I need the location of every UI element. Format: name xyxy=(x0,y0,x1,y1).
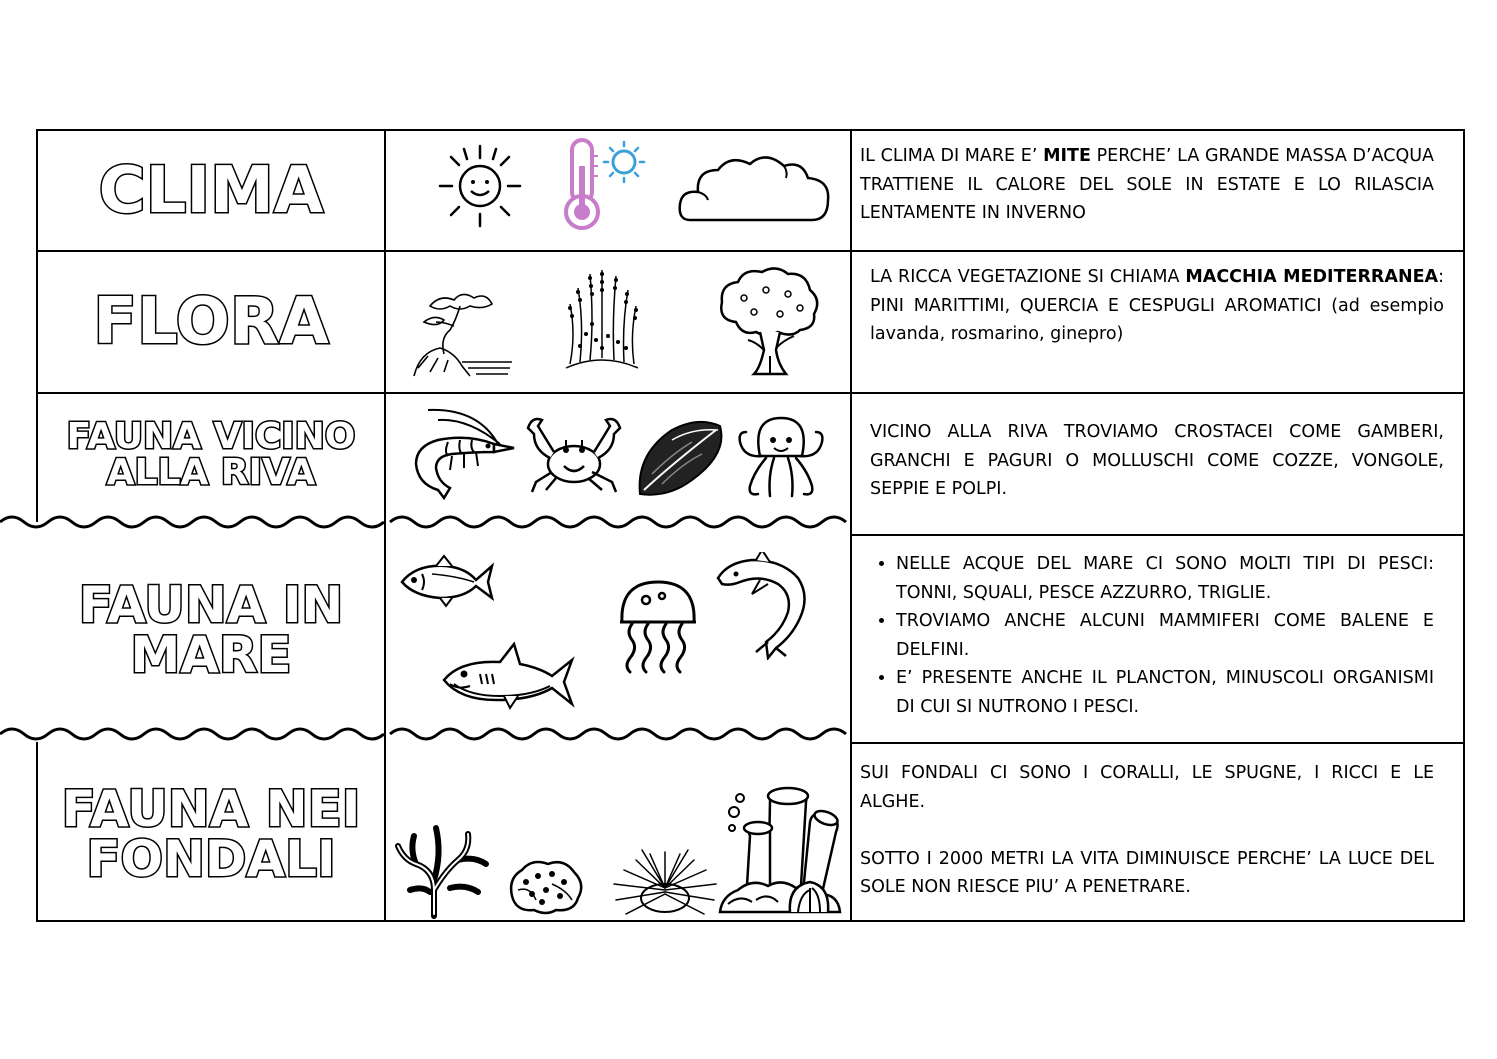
desc-flora-a: LA RICCA VEGETAZIONE SI CHIAMA xyxy=(870,267,1186,287)
wave-divider-upper xyxy=(0,510,852,534)
thermometer-icon xyxy=(560,136,648,232)
crab-icon xyxy=(524,412,624,498)
shrimp-icon xyxy=(408,404,518,500)
mussel-icon xyxy=(632,414,730,500)
title-clima xyxy=(38,131,384,250)
row-divider-3 xyxy=(850,534,1465,536)
desc-clima xyxy=(860,142,1434,228)
desc-mare xyxy=(872,550,1434,721)
lavender-bush-icon xyxy=(556,264,648,376)
desc-riva-text: VICINO ALLA RIVA TROVIAMO CROSTACEI COME GAMBERI, GRANCHI E PAGURI O MOLLUSCHI COME COZZE, VONGOLE, SEPPIE E POLPI. xyxy=(870,422,1444,499)
title-flora xyxy=(38,252,384,392)
jellyfish-icon xyxy=(616,576,700,676)
tuna-icon xyxy=(396,552,496,608)
desc-flora-bold: MACCHIA MEDITERRANEA xyxy=(1185,267,1439,287)
sponge-icon xyxy=(506,856,586,916)
sun-icon xyxy=(436,142,524,230)
shark-icon xyxy=(440,640,576,710)
list-item: • E’ PRESENTE ANCHE IL PLANCTON, MINUSCOLI ORGANISMI DI CUI SI NUTRONO I PESCI. xyxy=(896,664,1434,721)
title-fondali-line1: FAUNA NEI xyxy=(61,780,361,838)
list-item: • TROVIAMO ANCHE ALCUNI MAMMIFERI COME BALENE E DELFINI. xyxy=(896,607,1434,664)
title-fauna-mare xyxy=(38,540,384,720)
cloud-icon xyxy=(676,150,834,226)
desc-clima-bold: MITE xyxy=(1043,146,1091,166)
wave-divider-lower xyxy=(0,722,852,746)
desc-flora xyxy=(870,263,1444,349)
table-border-bottom xyxy=(36,920,1465,922)
list-item: • NELLE ACQUE DEL MARE CI SONO MOLTI TIPI DI PESCI: TONNI, SQUALI, PESCE AZZURRO, TRIGLIE. xyxy=(896,550,1434,607)
title-riva-line1: FAUNA VICINO xyxy=(66,416,356,457)
dolphin-icon xyxy=(712,552,812,660)
desc-flora-b: : PINI MARITTIMI, QUERCIA E CESPUGLI AROMATICI (ad esempio lavanda, rosmarino, ginepro) xyxy=(870,267,1445,344)
desc-riva xyxy=(870,418,1444,504)
row-divider-2 xyxy=(36,392,1465,394)
desc-mare-list xyxy=(872,550,1434,721)
title-mare-line1: FAUNA IN xyxy=(78,576,344,634)
title-flora-text: FLORA xyxy=(93,285,329,359)
desc-fondali-p1: SUI FONDALI CI SONO I CORALLI, LE SPUGNE, I RICCI E LE ALGHE. xyxy=(860,763,1434,812)
octopus-icon xyxy=(734,412,828,502)
reef-icon xyxy=(716,782,846,916)
row-divider-4 xyxy=(850,742,1465,744)
title-riva-line2: ALLA RIVA xyxy=(106,452,316,493)
pine-tree-icon xyxy=(410,276,514,378)
desc-fondali-p2: SOTTO I 2000 METRI LA VITA DIMINUISCE PERCHE’ LA LUCE DEL SOLE NON RIESCE PIU’ A PENETRARE. xyxy=(860,848,1434,897)
title-fondali-line2: FONDALI xyxy=(86,830,336,888)
desc-fondali xyxy=(860,759,1434,902)
table-border-right xyxy=(1463,129,1465,922)
title-mare-line2: MARE xyxy=(130,626,292,684)
title-fauna-fondali xyxy=(38,748,384,920)
title-clima-text: CLIMA xyxy=(98,153,324,228)
desc-clima-a: IL CLIMA DI MARE E’ xyxy=(860,146,1044,166)
desc-clima-b: PERCHE’ LA GRANDE MASSA D’ACQUA TRATTIENE IL CALORE DEL SOLE IN ESTATE E LO RILASCIA LENTAMENTE IN INVERNO xyxy=(860,146,1435,223)
title-fauna-riva xyxy=(38,400,384,510)
coral-icon xyxy=(390,820,494,920)
oak-tree-icon xyxy=(714,264,824,378)
sea-urchin-icon xyxy=(610,848,720,920)
